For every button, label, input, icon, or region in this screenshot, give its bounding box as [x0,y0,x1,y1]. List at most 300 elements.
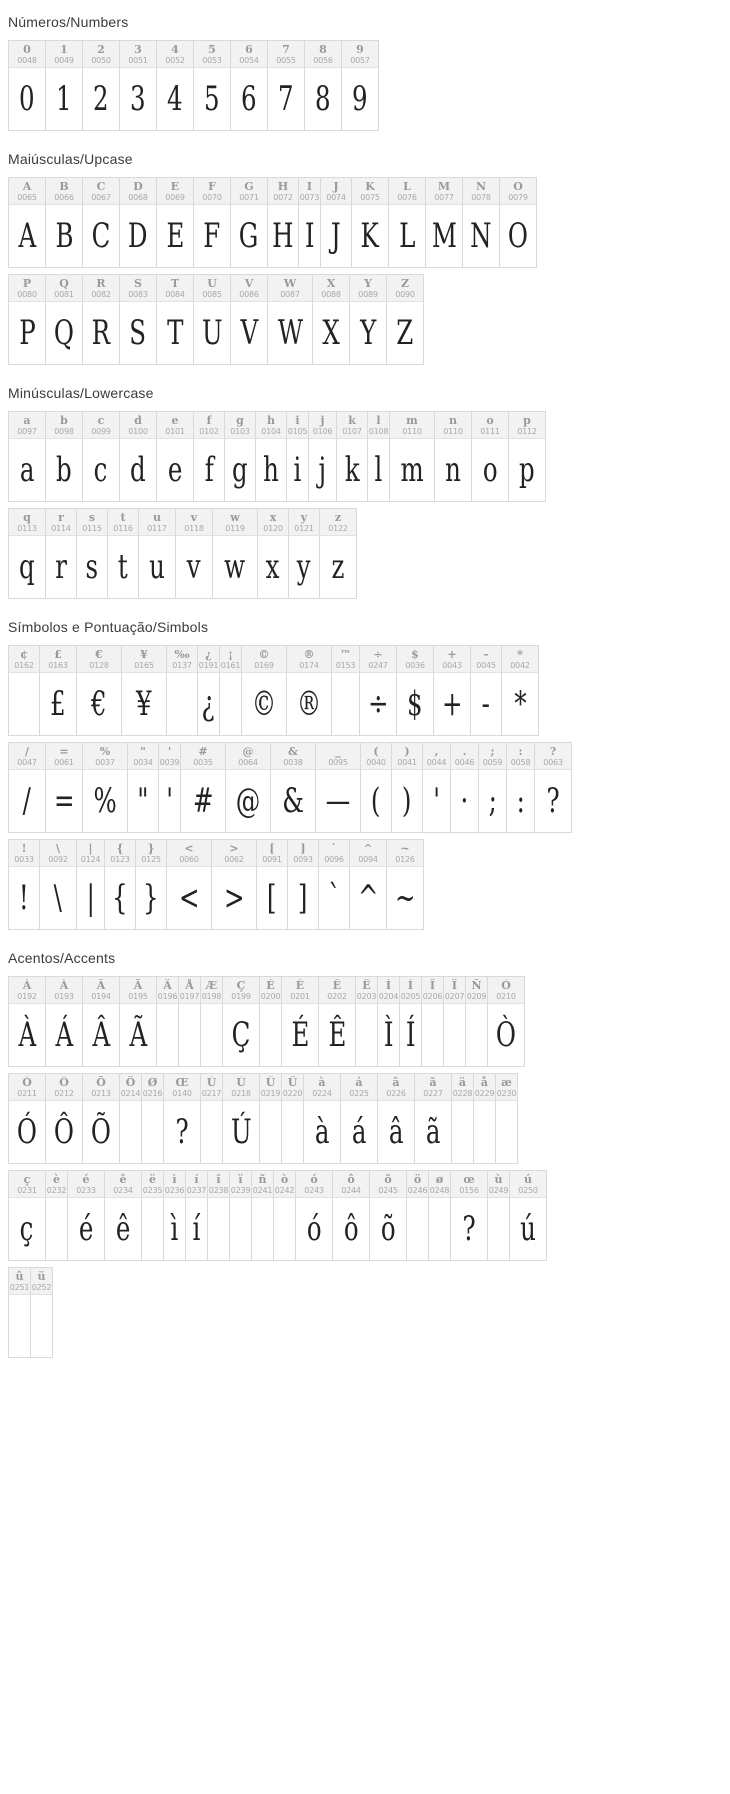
glyph-cell[interactable] [120,275,157,365]
glyph-code-label: 0244 [341,1186,361,1195]
glyph-cell[interactable] [198,646,220,736]
glyph-code-label: 0231 [17,1186,37,1195]
glyph-char-label: € [95,648,103,661]
glyph-code-label: 0104 [261,427,281,436]
glyph-char-label: ; [490,745,495,758]
glyph-cell-header [260,1074,281,1101]
glyph-char-label: ¿ [205,648,212,661]
glyph-cell[interactable] [434,646,471,736]
glyph-cell-header [46,412,82,439]
glyph-preview [287,439,308,501]
glyph-render: ê [115,1209,131,1249]
glyph-code-label: 0074 [326,193,346,202]
glyph-cell[interactable] [212,840,257,930]
glyph-cell[interactable] [507,743,535,833]
glyph-cell[interactable] [9,509,46,599]
glyph-render: & [282,781,304,821]
glyph-render: 9 [352,79,368,119]
glyph-cell-header [296,1171,332,1198]
glyph-preview [46,536,76,598]
glyph-cell[interactable] [256,412,287,502]
glyph-char-label: Ó [22,1076,32,1089]
glyph-cell[interactable] [370,1171,407,1261]
glyph-cell[interactable] [289,509,320,599]
glyph-cell[interactable] [40,840,77,930]
glyph-code-label: 0057 [350,56,370,65]
glyph-cell[interactable] [194,275,231,365]
glyph-code-label: 0048 [17,56,37,65]
glyph-cell[interactable] [479,743,507,833]
glyph-cell[interactable] [268,178,299,268]
glyph-render: ? [175,1112,189,1152]
glyph-cell[interactable] [120,41,157,131]
glyph-char-label: A [22,180,32,193]
glyph-char-label: | [88,842,93,855]
glyph-cell[interactable] [231,275,268,365]
glyph-cell[interactable] [287,412,309,502]
glyph-render: · [460,781,469,821]
glyph-cell[interactable] [181,743,226,833]
glyph-cell[interactable] [387,275,424,365]
glyph-cell[interactable] [9,1074,46,1164]
glyph-preview [337,439,367,501]
glyph-cell[interactable] [108,509,139,599]
glyph-cell[interactable] [120,412,157,502]
glyph-preview [9,1101,45,1163]
glyph-char-label: 3 [134,43,142,56]
glyph-cell[interactable] [157,412,194,502]
glyph-code-label: 0096 [324,855,344,864]
glyph-cell[interactable] [268,275,313,365]
glyph-cell-header [220,646,241,673]
glyph-cell[interactable] [313,275,350,365]
glyph-char-label: L [403,180,411,193]
glyph-char-label: D [133,180,143,193]
glyph-char-label: d [134,414,142,427]
glyph-cell[interactable] [392,743,423,833]
glyph-cell[interactable] [164,1074,201,1164]
glyph-cell-header [370,1171,406,1198]
glyph-code-label: 0033 [14,855,34,864]
glyph-cell[interactable] [488,1171,510,1261]
glyph-render: h [263,450,279,490]
glyph-char-label: f [206,414,212,427]
glyph-cell[interactable] [77,646,122,736]
glyph-cell[interactable] [352,178,389,268]
glyph-cell[interactable] [226,743,271,833]
glyph-cell-header [434,646,470,673]
glyph-cell[interactable] [378,1074,415,1164]
glyph-char-label: s [88,511,96,524]
glyph-row [8,742,572,833]
glyph-cell[interactable] [136,840,167,930]
glyph-char-label: _ [335,745,341,758]
glyph-preview [220,673,241,735]
glyph-cell[interactable] [120,977,157,1067]
glyph-render: 4 [167,79,183,119]
glyph-cell-header [226,743,270,770]
glyph-cell[interactable] [471,646,502,736]
glyph-cell[interactable] [201,1074,223,1164]
glyph-preview [510,1198,546,1260]
glyph-cell[interactable] [288,840,319,930]
glyph-cell[interactable] [397,646,434,736]
glyph-char-label: í [194,1173,199,1186]
glyph-cell[interactable] [46,412,83,502]
glyph-cell[interactable] [40,646,77,736]
glyph-preview [389,205,425,267]
glyph-char-label: Õ [96,1076,106,1089]
glyph-cell[interactable] [9,41,46,131]
glyph-cell[interactable] [282,977,319,1067]
glyph-preview [225,439,255,501]
glyph-render: í [192,1209,201,1249]
glyph-cell[interactable] [231,178,268,268]
glyph-cell[interactable] [128,743,159,833]
glyph-char-label: å [480,1076,489,1089]
glyph-char-label: 0 [23,43,31,56]
glyph-cell[interactable] [83,275,120,365]
glyph-preview [320,536,356,598]
glyph-char-label: Â [96,979,106,992]
glyph-cell[interactable] [309,412,337,502]
glyph-cell[interactable] [46,1171,68,1261]
glyph-cell[interactable] [332,646,360,736]
glyph-render: ~ [394,878,416,918]
glyph-cell[interactable] [46,509,77,599]
glyph-preview [488,1004,524,1066]
glyph-cell[interactable] [157,977,179,1067]
glyph-cell-header [423,743,450,770]
glyph-char-label: $ [411,648,419,661]
glyph-cell[interactable] [287,646,332,736]
glyph-cell[interactable] [320,509,357,599]
glyph-render: á [351,1112,367,1152]
glyph-cell[interactable] [83,41,120,131]
glyph-preview [319,1004,355,1066]
glyph-cell[interactable] [220,646,242,736]
glyph-render: F [203,216,221,256]
glyph-cell[interactable] [105,840,136,930]
glyph-cell[interactable] [337,412,368,502]
glyph-cell[interactable] [463,178,500,268]
glyph-code-label: 0174 [299,661,319,670]
glyph-cell[interactable] [268,41,305,131]
glyph-char-label: î [216,1173,221,1186]
glyph-cell[interactable] [429,1171,451,1261]
glyph-preview [83,770,127,832]
glyph-cell[interactable] [225,412,256,502]
glyph-preview [9,205,45,267]
glyph-preview [120,1004,156,1066]
glyph-char-label: U [207,277,217,290]
glyph-char-label: Ê [332,979,342,992]
glyph-section [0,137,730,365]
glyph-preview [422,1004,443,1066]
glyph-cell[interactable] [120,178,157,268]
glyph-row [8,411,546,502]
glyph-cell[interactable] [488,977,525,1067]
glyph-cell[interactable] [316,743,361,833]
glyph-cell[interactable] [46,275,83,365]
glyph-cell[interactable] [368,412,390,502]
glyph-cell[interactable] [509,412,546,502]
glyph-char-label: * [517,648,523,661]
glyph-cell[interactable] [466,977,488,1067]
glyph-cell[interactable] [186,1171,208,1261]
glyph-cell[interactable] [390,412,435,502]
glyph-cell[interactable] [422,977,444,1067]
glyph-cell[interactable] [194,412,225,502]
glyph-cell[interactable] [242,646,287,736]
glyph-cell[interactable] [201,977,223,1067]
glyph-code-label: 0054 [239,56,259,65]
glyph-code-label: 0203 [356,992,377,1001]
glyph-cell[interactable] [231,41,268,131]
glyph-cell[interactable] [213,509,258,599]
glyph-cell[interactable] [194,41,231,131]
glyph-render: / [22,781,32,821]
glyph-cell[interactable] [230,1171,252,1261]
glyph-cell-header [407,1171,428,1198]
glyph-char-label: È [266,979,275,992]
glyph-cell[interactable] [9,275,46,365]
glyph-cell-header [122,646,166,673]
glyph-cell[interactable] [46,743,83,833]
glyph-code-label: 0195 [128,992,148,1001]
glyph-cell[interactable] [77,840,105,930]
glyph-preview [535,770,571,832]
glyph-cell[interactable] [83,412,120,502]
glyph-cell-header [350,840,386,867]
glyph-cell[interactable] [159,743,181,833]
glyph-cell[interactable] [426,178,463,268]
glyph-preview [9,1295,30,1357]
glyph-cell[interactable] [9,412,46,502]
glyph-render: ÷ [367,684,389,724]
glyph-cell[interactable] [176,509,213,599]
glyph-cell[interactable] [9,646,40,736]
glyph-cell[interactable] [46,1074,83,1164]
glyph-cell[interactable] [260,1074,282,1164]
glyph-cell[interactable] [157,178,194,268]
glyph-cell[interactable] [451,743,479,833]
glyph-cell[interactable] [472,412,509,502]
glyph-cell[interactable] [400,977,422,1067]
glyph-cell[interactable] [142,1074,164,1164]
glyph-preview [128,770,158,832]
glyph-cell[interactable] [9,1171,46,1261]
glyph-cell[interactable] [341,1074,378,1164]
glyph-cell[interactable] [122,646,167,736]
glyph-char-label: w [230,511,240,524]
glyph-cell[interactable] [356,977,378,1067]
glyph-cell[interactable] [423,743,451,833]
glyph-render: ' [433,781,440,821]
glyph-render: + [441,684,463,724]
glyph-preview [289,536,319,598]
glyph-render: Ê [328,1015,346,1055]
glyph-render: 3 [130,79,146,119]
glyph-cell[interactable] [68,1171,105,1261]
glyph-cell[interactable] [83,178,120,268]
glyph-cell[interactable] [9,977,46,1067]
glyph-char-label: ñ [258,1173,267,1186]
glyph-cell[interactable] [223,1074,260,1164]
glyph-code-label: 0115 [82,524,102,533]
glyph-cell[interactable] [83,977,120,1067]
glyph-preview [319,867,349,929]
glyph-cell[interactable] [258,509,289,599]
glyph-cell[interactable] [142,1171,164,1261]
glyph-code-label: 0088 [321,290,341,299]
glyph-preview [451,770,478,832]
glyph-cell[interactable] [46,977,83,1067]
glyph-cell[interactable] [496,1074,518,1164]
glyph-preview [434,673,470,735]
glyph-render: Z [396,313,414,353]
glyph-code-label: 0202 [327,992,347,1001]
glyph-cell-header [268,178,298,205]
glyph-cell[interactable] [46,178,83,268]
glyph-render: Ã [129,1015,147,1055]
glyph-char-label: v [190,511,198,524]
glyph-cell[interactable] [9,178,46,268]
glyph-preview [407,1198,428,1260]
glyph-render: < [178,878,200,918]
glyph-cell[interactable] [296,1171,333,1261]
glyph-cell-header [387,275,423,302]
glyph-cell-header [105,840,135,867]
glyph-cell-header [157,178,193,205]
glyph-cell[interactable] [260,977,282,1067]
glyph-cell[interactable] [350,840,387,930]
glyph-cell[interactable] [333,1171,370,1261]
glyph-cell[interactable] [157,41,194,131]
glyph-cell[interactable] [361,743,392,833]
glyph-preview [400,1004,421,1066]
glyph-cell[interactable] [474,1074,496,1164]
glyph-cell[interactable] [194,178,231,268]
glyph-cell[interactable] [167,840,212,930]
glyph-cell[interactable] [319,840,350,930]
glyph-code-label: 0065 [17,193,37,202]
glyph-preview [350,302,386,364]
glyph-char-label: À [22,979,32,992]
glyph-preview [120,439,156,501]
glyph-cell[interactable] [451,1171,488,1261]
glyph-render: Ì [383,1015,394,1055]
glyph-char-label: ] [300,842,306,855]
glyph-cell-header [9,178,45,205]
glyph-cell[interactable] [31,1268,53,1358]
glyph-cell[interactable] [139,509,176,599]
glyph-char-label: , [434,745,439,758]
glyph-cell[interactable] [387,840,424,930]
glyph-cell[interactable] [305,41,342,131]
glyph-cell-header [9,509,45,536]
glyph-cell[interactable] [83,743,128,833]
glyph-cell[interactable] [9,743,46,833]
glyph-cell[interactable] [389,178,426,268]
glyph-cell[interactable] [274,1171,296,1261]
glyph-cell[interactable] [257,840,288,930]
glyph-cell-header [257,840,287,867]
glyph-cell-header [488,977,524,1004]
glyph-cell[interactable] [452,1074,474,1164]
glyph-cell[interactable] [77,509,108,599]
glyph-cell-header [466,977,487,1004]
glyph-rows [0,177,730,365]
glyph-cell[interactable] [46,41,83,131]
glyph-render: ú [520,1209,536,1249]
glyph-cell[interactable] [319,977,356,1067]
glyph-cell[interactable] [252,1171,274,1261]
glyph-cell[interactable] [360,646,397,736]
glyph-cell-header [341,1074,377,1101]
glyph-cell[interactable] [304,1074,341,1164]
glyph-cell[interactable] [179,977,201,1067]
glyph-preview [352,205,388,267]
glyph-cell[interactable] [350,275,387,365]
glyph-cell[interactable] [407,1171,429,1261]
glyph-cell[interactable] [157,275,194,365]
glyph-cell-header [83,743,127,770]
glyph-cell[interactable] [120,1074,142,1164]
glyph-cell[interactable] [510,1171,547,1261]
glyph-cell-header [223,1074,259,1101]
glyph-rows [0,645,730,930]
glyph-cell[interactable] [378,977,400,1067]
glyph-code-label: 0249 [488,1186,509,1195]
glyph-cell-header [451,743,478,770]
glyph-cell[interactable] [502,646,539,736]
glyph-render: ; [488,781,497,821]
glyph-cell[interactable] [535,743,572,833]
glyph-render: * [513,684,527,724]
glyph-cell-header [159,743,180,770]
glyph-cell[interactable] [208,1171,230,1261]
glyph-preview [9,1004,45,1066]
glyph-code-label: 0219 [260,1089,281,1098]
glyph-cell[interactable] [164,1171,186,1261]
glyph-cell[interactable] [9,840,40,930]
glyph-cell[interactable] [321,178,352,268]
glyph-cell[interactable] [282,1074,304,1164]
glyph-cell[interactable] [223,977,260,1067]
glyph-render: # [192,781,214,821]
glyph-cell[interactable] [167,646,198,736]
glyph-preview [226,770,270,832]
glyph-render: v [187,547,201,587]
glyph-cell[interactable] [299,178,321,268]
glyph-char-label: Ì [385,979,392,992]
glyph-cell-header [474,1074,495,1101]
glyph-cell[interactable] [271,743,316,833]
glyph-cell[interactable] [9,1268,31,1358]
glyph-cell[interactable] [435,412,472,502]
glyph-cell[interactable] [105,1171,142,1261]
glyph-char-label: = [59,745,69,758]
glyph-cell[interactable] [500,178,537,268]
glyph-cell-header [83,977,119,1004]
glyph-cell[interactable] [83,1074,120,1164]
glyph-cell-header [400,977,421,1004]
glyph-cell[interactable] [415,1074,452,1164]
glyph-cell[interactable] [342,41,379,131]
glyph-cell-header [46,178,82,205]
glyph-cell[interactable] [444,977,466,1067]
